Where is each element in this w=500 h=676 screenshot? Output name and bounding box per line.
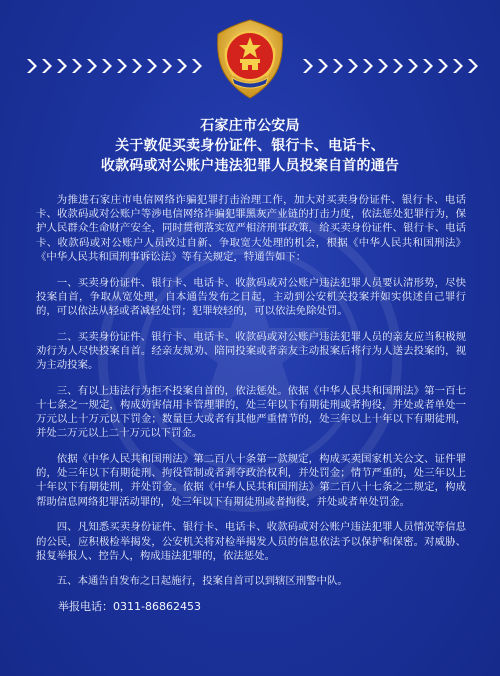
left-chevron-row — [26, 58, 203, 78]
chevron-right-icon — [26, 58, 38, 74]
paragraph-3-continued: 依据《中华人民共和国刑法》第二百八十条第一款规定，构成买卖国家机关公文、证件罪的，处三年以下有期徒刑、拘役管制或者剥夺政治权利，并处罚金；情节严重的，处三年以上十年以下有期徒刑，并处罚金。依据《中华人民共和国刑法》第二百八十七条之二规定，构成帮助信息网络犯罪活动罪的，处三年以下有期徒刑或者拘役，并处或者单处罚金。 — [36, 453, 466, 508]
chevron-right-icon — [131, 58, 143, 74]
chevron-right-icon — [161, 58, 173, 74]
chevron-right-icon — [146, 58, 158, 74]
chevron-right-icon — [392, 58, 404, 74]
paragraph-3: 三、有以上违法行为拒不投案自首的，依法惩处。依据《中华人民共和国刑法》第一百七十七条之一规定，构成妨害信用卡管理罪的，处三年以下有期徒刑或者拘役，并处或者单处一万元以上十万元以下罚金；数量巨大或者有其他严重情节的，处三年以上十年以下有期徒刑，并处二万元以上二十万元以下罚金。 — [36, 384, 466, 440]
notice-title-line-2: 收款码或对公账户违法犯罪人员投案自首的通告 — [100, 158, 400, 174]
chevron-right-icon — [191, 58, 203, 74]
chevron-right-icon — [101, 58, 113, 74]
chevron-right-icon — [116, 58, 128, 74]
chevron-right-icon — [56, 58, 68, 74]
chevron-right-icon — [377, 58, 389, 74]
title-block — [0, 116, 500, 176]
notice-body — [36, 193, 466, 614]
chevron-right-icon — [176, 58, 188, 74]
chevron-right-icon — [332, 58, 344, 74]
chevron-right-icon — [422, 58, 434, 74]
police-emblem-icon — [212, 18, 288, 100]
chevron-right-icon — [407, 58, 419, 74]
chevron-right-icon — [452, 58, 464, 74]
org-name: 石家庄市公安局 — [200, 118, 300, 134]
chevron-right-icon — [317, 58, 329, 74]
paragraph-2: 二、买卖身份证件、银行卡、电话卡、收款码或对公账户违法犯罪人员的亲友应当积极规劝行为人尽快投案自首。经亲友规劝、陪同投案或者亲友主动报案后将行为人送去投案的，视为主动投案。 — [36, 330, 466, 372]
paragraph-4: 四、凡知悉买卖身份证件、银行卡、电话卡、收款码或对公账户违法犯罪人员情况等信息的公民，应积极检举揭发，公安机关将对检举揭发人员的信息依法予以保护和保密。对威胁、报复举报人、控告人，构成违法犯罪的，依法惩处。 — [36, 521, 466, 562]
chevron-right-icon — [86, 58, 98, 74]
chevron-right-icon — [467, 58, 479, 74]
paragraph-intro: 为推进石家庄市电信网络诈骗犯罪打击治理工作，加大对买卖身份证件、银行卡、电话卡、收款码或对公账户等涉电信网络诈骗犯罪黑灰产业链的打击力度，依法惩处犯罪行为，保护人民群众生命财产安全，同时贯彻落实宽严相济刑事政策，给买卖身份证件、银行卡、电话卡、收款码或对公账户人员改过自新、争取宽大处理的机会，根据《中华人民共和国刑法》《中华人民共和国刑事诉讼法》等有关规定，特通告如下： — [36, 194, 466, 263]
paragraph-1: 一、买卖身份证件、银行卡、电话卡、收款码或对公账户违法犯罪人员要认清形势，尽快投案自首，争取从宽处理，自本通告发布之日起，主动到公安机关投案并如实供述自己罪行的，可以依法从轻或者减轻处罚；犯罪较轻的，可以依法免除处罚。 — [36, 276, 466, 317]
chevron-right-icon — [41, 58, 53, 74]
chevron-right-icon — [302, 58, 314, 74]
notice-title-line-1: 关于敦促买卖身份证件、银行卡、电话卡、 — [115, 138, 385, 154]
chevron-right-icon — [347, 58, 359, 74]
chevron-right-icon — [362, 58, 374, 74]
chevron-right-icon — [71, 58, 83, 74]
paragraph-5: 五、本通告自发布之日起施行，投案自首可以到辖区刑警中队。 — [56, 575, 348, 588]
right-chevron-row — [302, 58, 479, 78]
report-hotline: 举报电话：0311-86862453 — [58, 600, 201, 614]
chevron-right-icon — [437, 58, 449, 74]
